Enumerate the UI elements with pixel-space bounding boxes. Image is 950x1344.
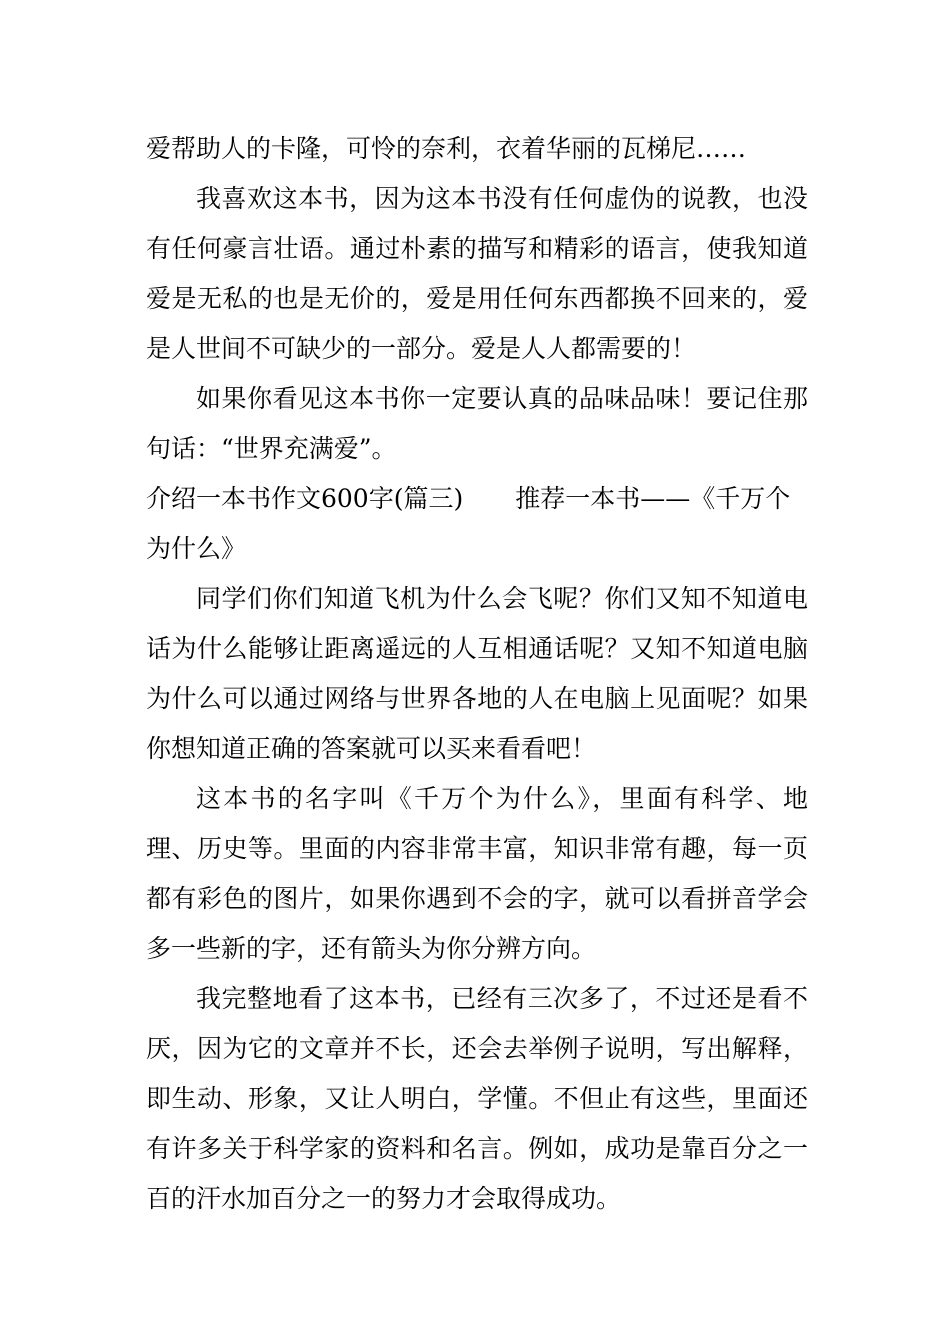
paragraph-book-content: 这本书的名字叫《千万个为什么》，里面有科学、地理、历史等。里面的内容非常丰富，知识非常有趣，每一页都有彩色的图片，如果你遇到不会的字，就可以看拼音学会多一些新的字，还有箭头为你分辨方向。	[146, 784, 808, 963]
section-heading-title: 介绍一本书作文600字(篇三)	[146, 484, 464, 513]
document-page	[146, 124, 808, 1224]
paragraph-recommendation: 如果你看见这本书你一定要认真的品味品味！要记住那句话：“世界充满爱”。	[146, 384, 808, 463]
paragraph-questions: 同学们你们知道飞机为什么会飞呢？你们又知不知道电话为什么能够让距离遥远的人互相通话呢？又知不知道电脑为什么可以通过网络与世界各地的人在电脑上见面呢？如果你想知道正确的答案就可以买来看看吧！	[146, 584, 808, 763]
paragraph-reading-experience: 我完整地看了这本书，已经有三次多了，不过还是看不厌，因为它的文章并不长，还会去举例子说明，写出解释，即生动、形象，又让人明白，学懂。不但止有这些，里面还有许多关于科学家的资料和名言。例如，成功是靠百分之一百的汗水加百分之一的努力才会取得成功。	[146, 984, 808, 1213]
section-heading	[146, 474, 808, 574]
section-heading-subtitle: 推荐一本书——《千万个为什么》	[146, 484, 791, 563]
paragraph-continuation: 爱帮助人的卡隆，可怜的奈利，衣着华丽的瓦梯尼……	[146, 134, 747, 163]
paragraph-why-i-like-book: 我喜欢这本书，因为这本书没有任何虚伪的说教，也没有任何豪言壮语。通过朴素的描写和精彩的语言，使我知道爱是无私的也是无价的，爱是用任何东西都换不回来的，爱是人世间不可缺少的一部分。爱是人人都需要的！	[146, 184, 808, 363]
